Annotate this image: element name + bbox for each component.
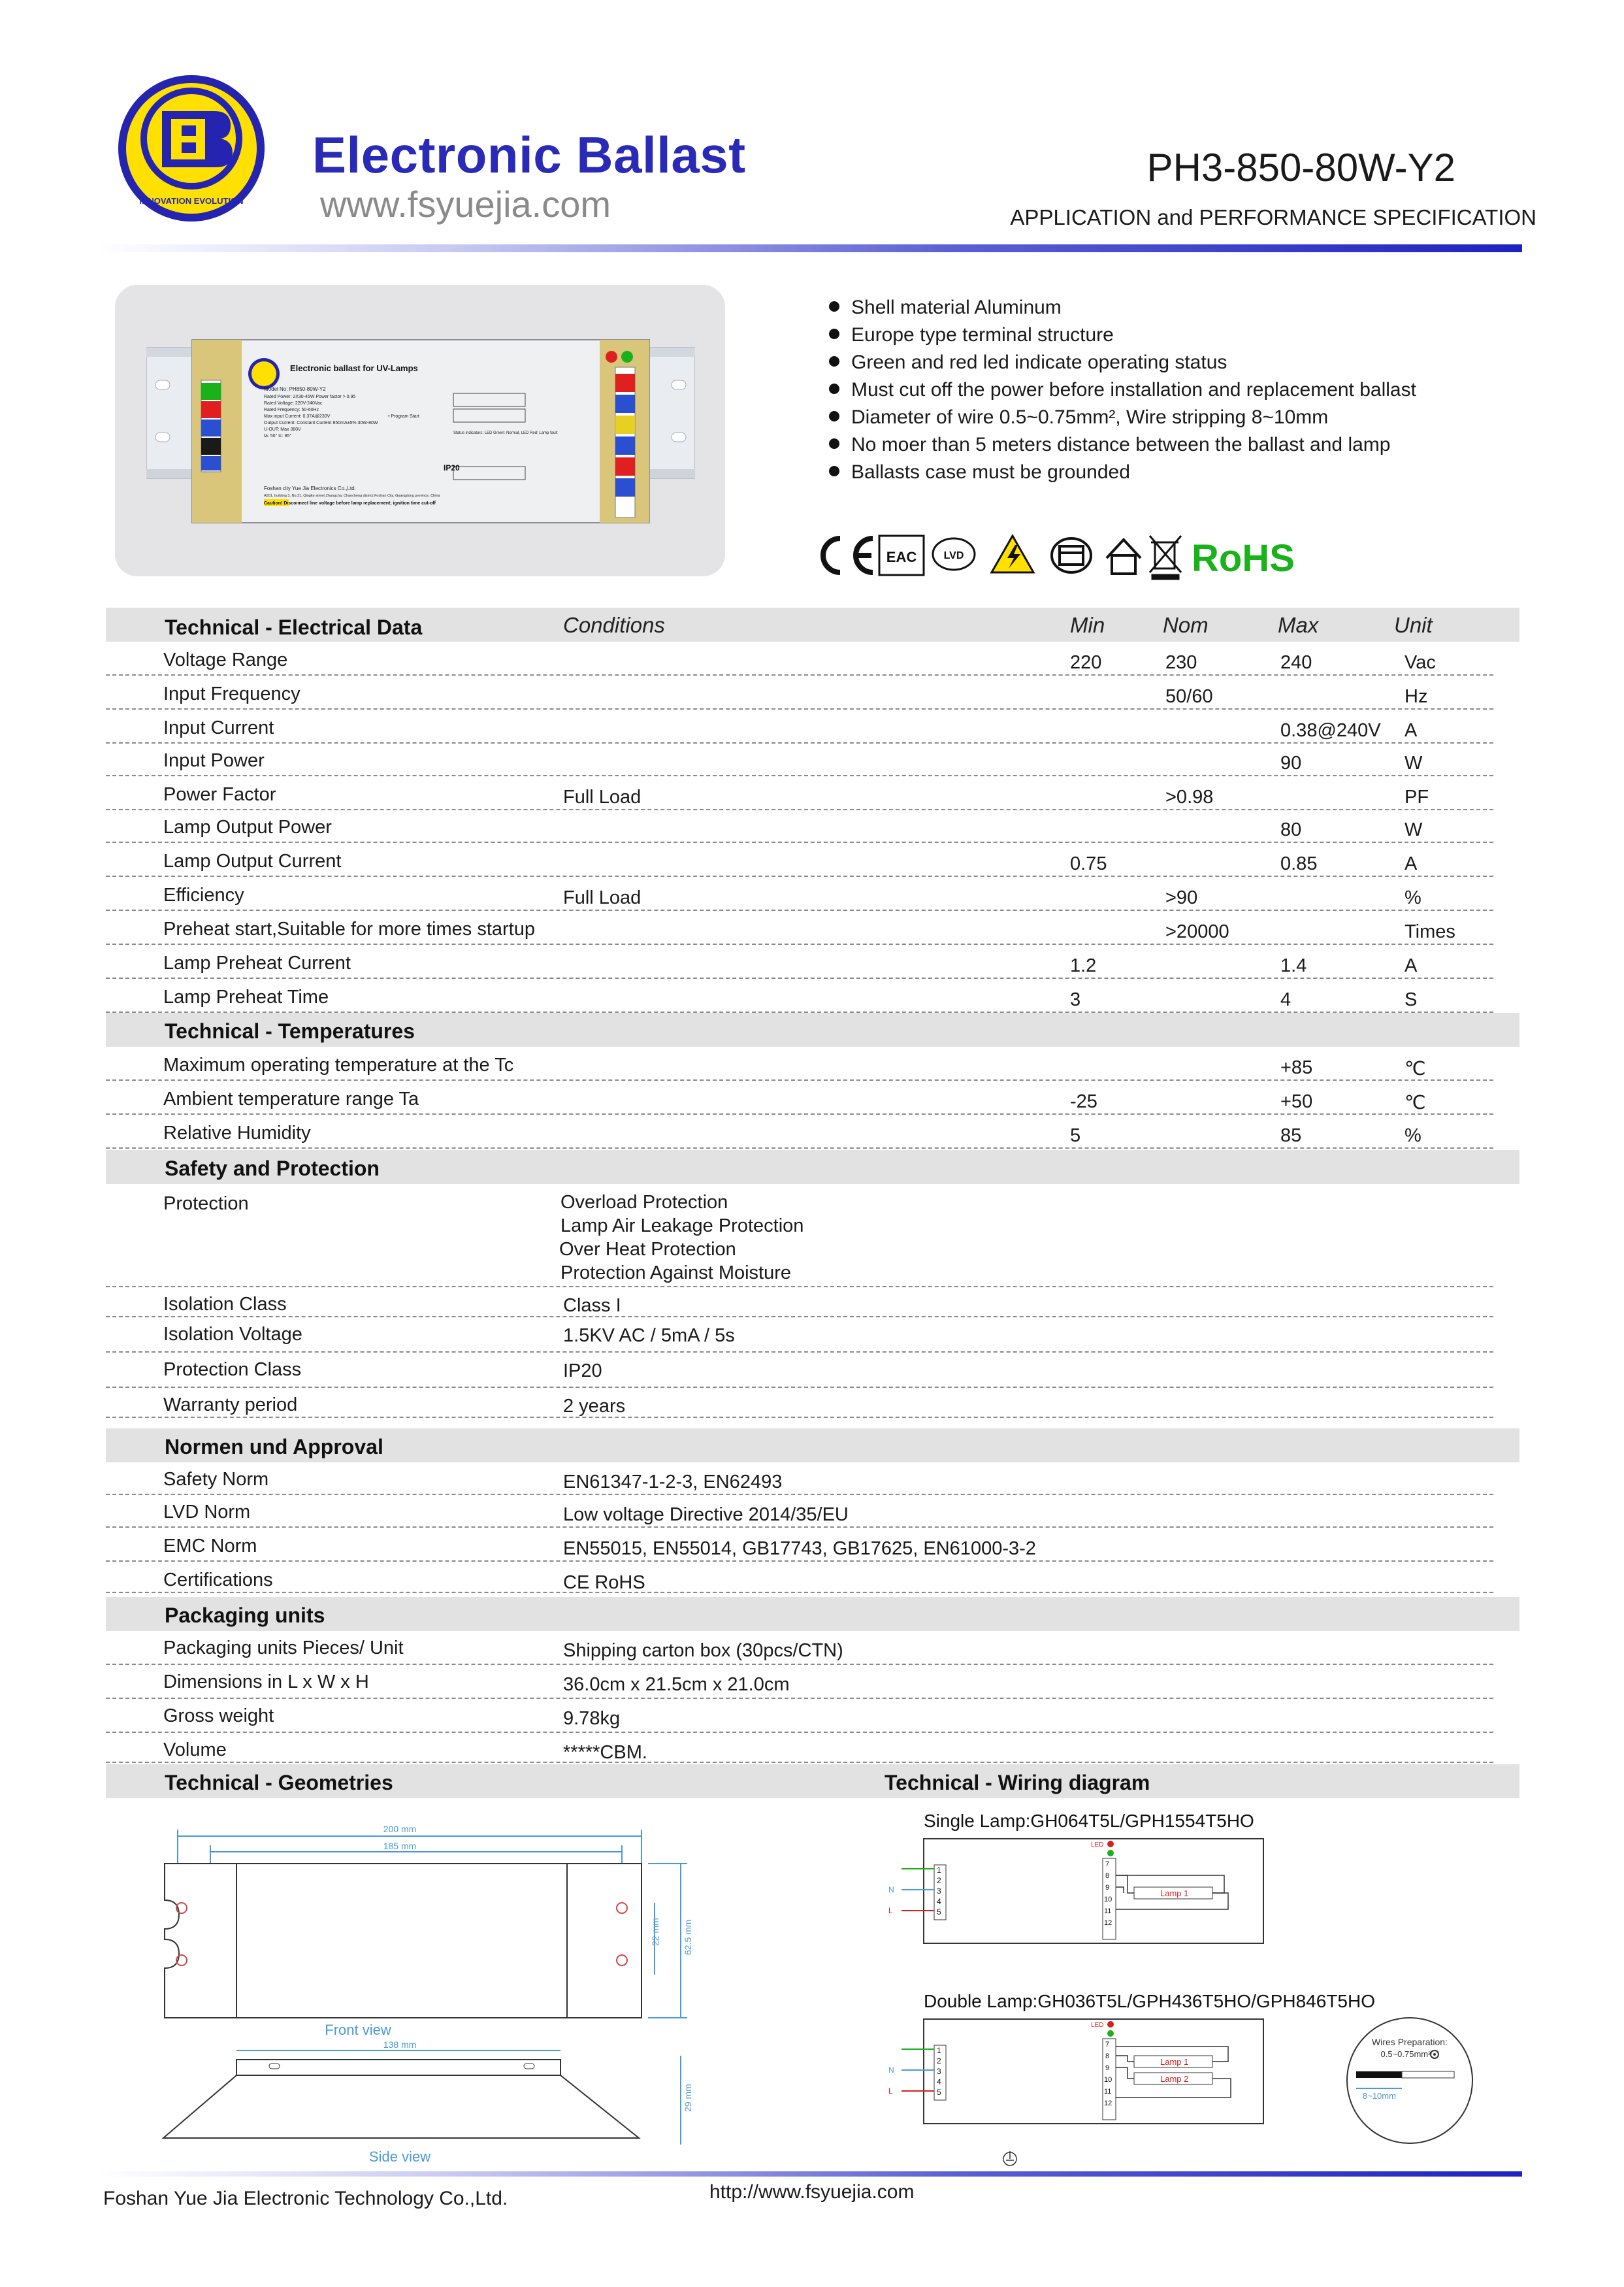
dim-29: 29 mm (683, 2084, 693, 2112)
led-label: LED (1091, 2022, 1104, 2029)
wire-prep-label: Wires Preparation: (1372, 2037, 1448, 2047)
row-value: 36.0cm x 21.5cm x 21.0cm (563, 1674, 790, 1695)
table-row (106, 979, 1493, 1013)
row-unit: Vac (1405, 652, 1436, 673)
row-value: 1.5KV AC / 5mA / 5s (563, 1325, 735, 1346)
row-label: Lamp Preheat Current (163, 953, 351, 974)
row-nom: 230 (1165, 652, 1197, 673)
table-row (106, 911, 1493, 945)
svg-text:11: 11 (1104, 2088, 1112, 2096)
table-row (106, 1462, 1493, 1495)
row-unit: Hz (1405, 686, 1428, 707)
row-label: Preheat start,Suitable for more times startup (163, 919, 535, 940)
row-label: Input Frequency (163, 683, 300, 704)
row-nom: 50/60 (1165, 686, 1213, 707)
row-max: 4 (1280, 989, 1291, 1010)
svg-text:1: 1 (937, 1866, 941, 1875)
table-row (106, 676, 1493, 710)
table-row (106, 742, 1493, 776)
feature-item: Must cut off the power before installation and replacement ballast (826, 376, 1416, 404)
feature-item: Green and red led indicate operating status (826, 349, 1416, 376)
svg-text:8: 8 (1105, 1872, 1110, 1880)
row-label: Warranty period (163, 1394, 298, 1415)
label-line: Rated Frequency: 50-60Hz (264, 408, 319, 412)
table-row (106, 1353, 1493, 1388)
row-value: 9.78kg (563, 1708, 621, 1729)
row-unit: PF (1405, 787, 1429, 808)
row-label: Ambient temperature range Ta (163, 1089, 419, 1110)
row-label: Safety Norm (163, 1469, 269, 1490)
row-label: Efficiency (163, 885, 244, 906)
feature-item: No moer than 5 meters distance between the ballast and lamp (826, 431, 1416, 459)
row-label: Relative Humidity (163, 1123, 311, 1144)
table-row (106, 1529, 1493, 1562)
row-nom: >0.98 (1165, 787, 1214, 808)
col-conditions: Conditions (563, 613, 665, 637)
svg-text:11: 11 (1104, 1907, 1112, 1915)
table-row (106, 1563, 1493, 1593)
row-nom: >20000 (1165, 921, 1229, 942)
protection-item: Over Heat Protection (559, 1239, 736, 1260)
row-value: IP20 (563, 1360, 602, 1381)
row-label: Power Factor (163, 784, 276, 805)
row-max: +50 (1280, 1091, 1313, 1112)
row-label: EMC Norm (163, 1536, 257, 1556)
row-label: LVD Norm (163, 1502, 251, 1522)
section-title: Normen und Approval (165, 1435, 383, 1458)
side-view-label: Side view (368, 2148, 431, 2164)
row-max: 80 (1280, 819, 1302, 840)
row-max: 0.85 (1280, 853, 1318, 874)
row-value: 2 years (563, 1396, 626, 1417)
row-min: 5 (1070, 1125, 1081, 1146)
document-subtitle: APPLICATION and PERFORMANCE SPECIFICATION (1010, 205, 1536, 229)
footer-url[interactable]: http://www.fsyuejia.com (709, 2181, 915, 2203)
protection-item: Protection Against Moisture (560, 1262, 792, 1283)
row-condition: Full Load (563, 887, 641, 908)
table-row (106, 1699, 1493, 1733)
svg-text:1: 1 (937, 2046, 941, 2055)
section-title: Technical - Electrical Data (165, 616, 423, 639)
table-row (106, 1665, 1493, 1699)
section-electrical (106, 608, 1519, 642)
row-value: Low voltage Directive 2014/35/EU (563, 1504, 849, 1525)
row-label: Isolation Voltage (163, 1324, 302, 1345)
lamp1-label: Lamp 1 (1160, 2057, 1189, 2067)
table-row (106, 877, 1493, 911)
wire-preparation-detail (1347, 2018, 1472, 2143)
table-row (106, 1733, 1493, 1763)
label-line: Rated Power: 2X30-45W Power factor > 0.95 (264, 395, 356, 399)
col-unit: Unit (1394, 613, 1433, 637)
svg-text:5: 5 (937, 2088, 941, 2097)
dim-138: 138 mm (383, 2039, 417, 2050)
row-unit: ℃ (1405, 1059, 1426, 1079)
bullet-icon (829, 301, 839, 312)
geometries-title: Technical - Geometries (165, 1771, 393, 1794)
row-max: 240 (1280, 652, 1312, 673)
row-unit: Times (1405, 921, 1455, 942)
label-line: ta: 50° tc: 85° (264, 434, 292, 438)
wiring-title: Technical - Wiring diagram (885, 1771, 1150, 1794)
label-line: Output Current: Constant Current 850mA±5% 30W-80W (264, 421, 378, 425)
row-unit: A (1405, 720, 1418, 741)
row-value: Class I (563, 1295, 621, 1316)
label-line: Max input Current: 0.37A@230V (264, 414, 331, 419)
protection-item: Lamp Air Leakage Protection (560, 1215, 804, 1236)
section-title: Technical - Temperatures (165, 1019, 415, 1043)
certification-marks (807, 529, 1343, 582)
row-label: Packaging units Pieces/ Unit (163, 1637, 404, 1658)
row-min: 220 (1070, 652, 1102, 673)
table-row (106, 1287, 1493, 1317)
ce-mark-icon (823, 538, 873, 572)
svg-text:10: 10 (1104, 1896, 1112, 1903)
independent-ballast-icon (1052, 538, 1091, 572)
rohs-mark: RoHS (1192, 537, 1295, 580)
row-max: +85 (1280, 1057, 1313, 1078)
svg-text:5: 5 (937, 1907, 941, 1917)
row-unit: A (1405, 955, 1418, 976)
row-nom: >90 (1165, 887, 1198, 908)
table-row (106, 1115, 1493, 1149)
section-temperatures (106, 1013, 1519, 1047)
front-view-label: Front view (325, 2022, 391, 2038)
feature-item: Europe type terminal structure (826, 321, 1416, 349)
row-label: Input Current (163, 717, 274, 738)
indoor-use-icon (1107, 540, 1141, 574)
table-row (106, 1388, 1493, 1418)
col-min: Min (1070, 613, 1105, 637)
row-label: Lamp Preheat Time (163, 987, 329, 1008)
bullet-icon (829, 438, 839, 449)
model-number: PH3-850-80W-Y2 (1146, 146, 1455, 189)
row-label: Voltage Range (163, 650, 288, 670)
product-photo-frame (115, 285, 725, 576)
svg-text:10: 10 (1104, 2076, 1112, 2084)
col-nom: Nom (1163, 613, 1209, 637)
row-min: 3 (1070, 989, 1081, 1010)
row-label: Isolation Class (163, 1294, 287, 1315)
row-max: 0.38@240V (1280, 720, 1381, 741)
svg-text:2: 2 (937, 2056, 941, 2065)
row-value: CE RoHS (563, 1572, 645, 1593)
weee-bin-icon (1150, 536, 1181, 579)
double-lamp-title: Double Lamp:GH036T5L/GPH436T5HO/GPH846T5HO (924, 1991, 1375, 2011)
high-voltage-warning-icon (992, 536, 1033, 572)
bullet-icon (829, 411, 839, 421)
feature-item: Ballasts case must be grounded (826, 459, 1416, 486)
section-title: Safety and Protection (165, 1157, 380, 1180)
label-program-start: • Program Start (388, 414, 419, 419)
svg-text:EAC: EAC (886, 549, 917, 565)
footer-company: Foshan Yue Jia Electronic Technology Co.,Ltd. (103, 2188, 508, 2209)
row-label: Lamp Output Current (163, 851, 342, 872)
svg-text:12: 12 (1104, 1919, 1112, 1927)
table-row (106, 1047, 1493, 1081)
row-min: 1.2 (1070, 955, 1097, 976)
label-model: Model No: PH850-80W-Y2 (264, 386, 326, 392)
row-max: 90 (1280, 753, 1302, 774)
row-min: -25 (1070, 1091, 1097, 1112)
ballast-photo (146, 328, 695, 531)
led-label: LED (1091, 1841, 1104, 1849)
row-unit: % (1405, 1125, 1421, 1146)
table-row (106, 1631, 1493, 1665)
row-unit: ℃ (1405, 1093, 1426, 1113)
section-geometries-wiring (106, 1764, 1519, 1798)
row-unit: W (1405, 753, 1423, 774)
table-row (106, 809, 1493, 843)
table-row (106, 843, 1493, 877)
table-row (106, 1495, 1493, 1528)
label-line: Rated Voltage: 220V-240Vac (264, 401, 323, 406)
label-address: A501, building 3, No.21, Qingke street Zhangcha, Chancheng district,Foshan City, Guangdong province, China (264, 494, 440, 498)
row-value: EN61347-1-2-3, EN62493 (563, 1472, 783, 1492)
strip-length-label: 8~10mm (1363, 2091, 1396, 2101)
protection-item: Overload Protection (560, 1192, 728, 1213)
svg-text:3: 3 (937, 1886, 941, 1896)
svg-text:7: 7 (1105, 1860, 1110, 1868)
feature-list (826, 294, 1416, 486)
lamp1-label: Lamp 1 (1160, 1888, 1189, 1898)
svg-text:7: 7 (1105, 2041, 1110, 2048)
n-label: N (888, 1885, 894, 1894)
wiring-diagram (875, 1803, 1516, 2169)
brand-title: Electronic Ballast (312, 126, 746, 184)
row-label: Lamp Output Power (163, 817, 332, 838)
svg-text:9: 9 (1105, 1884, 1110, 1892)
row-max: 1.4 (1280, 955, 1307, 976)
label-title: Electronic ballast for UV-Lamps (290, 363, 418, 373)
svg-text:2: 2 (937, 1876, 941, 1885)
row-label: Volume (163, 1739, 227, 1760)
row-label: Maximum operating temperature at the Tc (163, 1055, 514, 1076)
brand-url: www.fsyuejia.com (320, 184, 611, 225)
svg-text:8: 8 (1105, 2052, 1110, 2060)
table-row (106, 945, 1493, 979)
section-normen (106, 1428, 1519, 1462)
bullet-icon (829, 356, 839, 367)
n-label: N (888, 2065, 894, 2075)
section-safety (106, 1150, 1519, 1184)
label-ip: IP20 (444, 463, 460, 472)
row-label: Gross weight (163, 1705, 274, 1726)
table-row (106, 642, 1493, 676)
company-logo (116, 73, 267, 223)
col-max: Max (1278, 613, 1319, 637)
label-company: Foshan city Yue Jia Electronics Co.,Ltd. (264, 485, 356, 491)
footer-rule (98, 2171, 1522, 2177)
row-condition: Full Load (563, 787, 641, 808)
row-min: 0.75 (1070, 853, 1107, 874)
row-value: Shipping carton box (30pcs/CTN) (563, 1640, 843, 1661)
row-max: 85 (1280, 1125, 1302, 1146)
wire-size-label: 0.5~0.75mm² (1380, 2049, 1431, 2059)
lvd-mark-icon (933, 538, 975, 570)
dim-22: 22 mm (650, 1918, 660, 1946)
row-value: EN55015, EN55014, GB17743, GB17625, EN61000-3-2 (563, 1538, 1036, 1559)
svg-text:3: 3 (937, 2067, 941, 2076)
row-unit: W (1405, 819, 1423, 840)
table-row (106, 776, 1493, 810)
eac-mark-icon (879, 536, 924, 575)
label-caution: Caution! Disconnect line voltage before lamp replacement; ignition time cut-off (264, 501, 436, 506)
svg-text:4: 4 (937, 1897, 941, 1906)
row-label: Certifications (163, 1570, 273, 1590)
bullet-icon (829, 466, 839, 476)
feature-item: Shell material Aluminum (826, 294, 1416, 321)
row-unit: A (1405, 853, 1418, 874)
feature-item: Diameter of wire 0.5~0.75mm², Wire stripping 8~10mm (826, 404, 1416, 431)
row-value: *****CBM. (563, 1742, 647, 1763)
bullet-icon (829, 329, 839, 339)
lamp2-label: Lamp 2 (1160, 2074, 1189, 2084)
row-label: Input Power (163, 750, 265, 771)
dim-185: 185 mm (383, 1841, 417, 1851)
label-status: Status indicators: LED Green: Normal, LED Red: Lamp fault (453, 431, 558, 435)
row-label: Protection Class (163, 1359, 302, 1380)
dim-625: 62.5 mm (683, 1919, 693, 1955)
l-label: L (888, 2086, 893, 2096)
label-line: U-OUT: Max 380V (264, 427, 301, 432)
svg-text:LVD: LVD (943, 550, 964, 561)
row-unit: % (1405, 887, 1421, 908)
svg-text:12: 12 (1104, 2099, 1112, 2107)
table-row (106, 710, 1493, 744)
dim-200: 200 mm (383, 1824, 417, 1834)
header-rule (98, 244, 1522, 252)
geometry-drawing (106, 1811, 694, 2164)
bullet-icon (829, 384, 839, 394)
row-label: Protection (163, 1193, 249, 1214)
section-packaging (106, 1597, 1519, 1631)
table-row (106, 1317, 1493, 1353)
svg-text:4: 4 (937, 2077, 941, 2086)
logo-text: INNOVATION EVOLUTION (139, 196, 244, 206)
single-lamp-title: Single Lamp:GH064T5L/GPH1554T5HO (924, 1811, 1254, 1831)
section-title: Packaging units (165, 1604, 325, 1627)
l-label: L (888, 1906, 893, 1915)
table-row (106, 1081, 1493, 1115)
row-label: Dimensions in L x W x H (163, 1671, 369, 1692)
svg-text:9: 9 (1105, 2064, 1110, 2072)
row-unit: S (1405, 989, 1418, 1010)
